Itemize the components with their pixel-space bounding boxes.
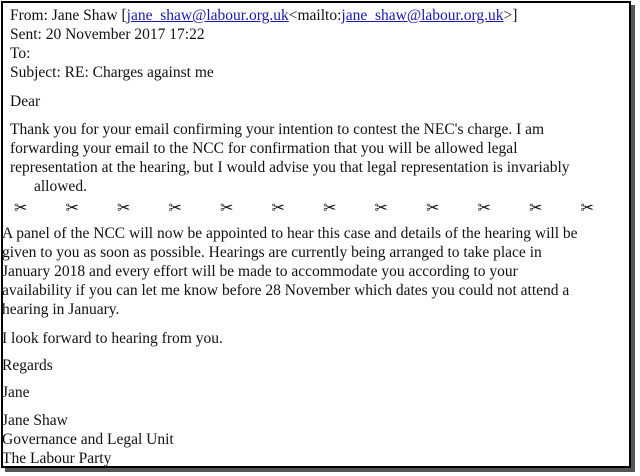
scissors-icon: ✂: [580, 200, 594, 217]
greeting: Dear: [10, 93, 41, 110]
paragraph-2-line: A panel of the NCC will now be appointed to hear this case and details of the hearing will be: [2, 225, 578, 242]
scissors-icon: ✂: [323, 200, 337, 217]
from-line: [10, 6, 517, 25]
mailto-prefix: <mailto:: [288, 7, 342, 24]
scissors-icon: ✂: [374, 200, 388, 217]
to-line: To:: [10, 45, 31, 62]
from-email-link[interactable]: jane_shaw@labour.org.uk: [126, 7, 289, 24]
paragraph-1-line: representation at the hearing, but I would advise you that legal representation is invariably: [10, 159, 570, 176]
sent-line: Sent: 20 November 2017 17:22: [10, 26, 205, 43]
subject-line: Subject: RE: Charges against me: [10, 64, 214, 81]
scissors-icon: ✂: [529, 200, 543, 217]
signature-block: [2, 411, 174, 468]
paragraph-2: [2, 224, 578, 319]
paragraph-1-line: Thank you for your email confirming your intention to contest the NEC's charge. I am: [10, 121, 545, 138]
scissors-icon: ✂: [477, 200, 491, 217]
scissors-separator: [14, 200, 594, 218]
paragraph-2-line: hearing in January.: [2, 301, 120, 318]
signature-unit: Governance and Legal Unit: [2, 431, 174, 448]
paragraph-2-line: given to you as soon as possible. Hearings are currently being arranged to take place in: [2, 244, 542, 261]
scissors-icon: ✂: [271, 200, 285, 217]
closing-line: I look forward to hearing from you.: [2, 330, 223, 347]
mailto-email-link[interactable]: jane_shaw@labour.org.uk: [341, 7, 504, 24]
paragraph-2-line: availability if you can let me know before 28 November which dates you could not attend a: [2, 282, 570, 299]
from-close: >]: [503, 7, 518, 24]
scissors-icon: ✂: [426, 200, 440, 217]
scissors-icon: ✂: [117, 200, 131, 217]
scissors-icon: ✂: [168, 200, 182, 217]
scissors-icon: ✂: [220, 200, 234, 217]
scissors-icon: ✂: [65, 200, 79, 217]
paragraph-1-line: forwarding your email to the NCC for confirmation that you will be allowed legal: [10, 140, 518, 157]
sign-first-name: Jane: [2, 384, 30, 401]
from-label: From: Jane Shaw [: [10, 7, 127, 24]
paragraph-1: [10, 120, 570, 196]
scissors-icon: ✂: [14, 200, 28, 217]
signature-name: Jane Shaw: [2, 412, 68, 429]
paragraph-2-line: January 2018 and every effort will be made to accommodate you according to your: [2, 263, 518, 280]
regards: Regards: [2, 357, 53, 374]
signature-org: The Labour Party: [2, 450, 112, 467]
paragraph-1-line: allowed.: [34, 178, 87, 195]
